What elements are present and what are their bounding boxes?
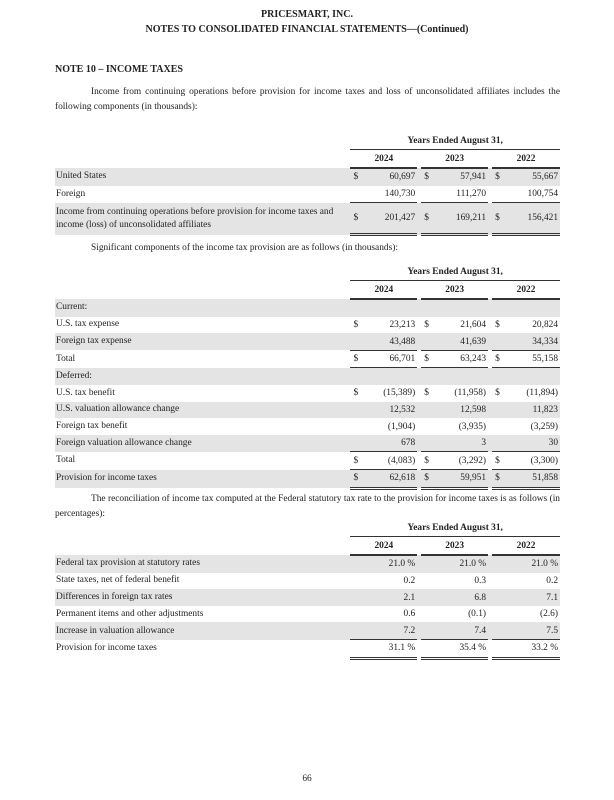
period-header: Years Ended August 31, — [350, 133, 560, 150]
table-row — [55, 299, 560, 317]
value-2022: (3,300) — [506, 452, 560, 470]
year-header-row — [55, 150, 560, 169]
value-2023: 57,941 — [435, 168, 488, 186]
row-label: Provision for income taxes — [56, 643, 157, 654]
table-row — [55, 385, 560, 402]
currency-symbol — [350, 435, 364, 452]
value-2024: 201,427 — [365, 203, 418, 235]
value-2024: 43,488 — [365, 333, 418, 350]
value-2024: 66,701 — [365, 350, 418, 368]
value-2023: 35.4 % — [435, 640, 488, 659]
table-row — [55, 555, 560, 573]
currency-symbol: $ — [350, 203, 364, 235]
value-2022 — [506, 368, 560, 385]
table-row — [55, 186, 560, 203]
currency-symbol — [492, 402, 506, 419]
currency-symbol — [421, 418, 435, 435]
currency-symbol — [492, 555, 506, 573]
currency-symbol — [350, 589, 364, 606]
row-label: Total — [56, 353, 76, 364]
income-components-table — [55, 133, 560, 236]
row-label: Provision for income taxes — [55, 470, 350, 489]
row-label: United States — [55, 168, 350, 186]
value-2024 — [365, 368, 418, 385]
year-header-2024: 2024 — [350, 150, 417, 169]
table-row — [55, 368, 560, 385]
row-label: Foreign tax benefit — [56, 421, 128, 432]
paragraph-text: Significant components of the income tax provision are as follows (in thousands): — [91, 243, 398, 253]
row-label: Total — [56, 455, 76, 466]
note-title: NOTE 10 – INCOME TAXES — [55, 64, 183, 75]
currency-symbol: $ — [424, 319, 429, 330]
currency-symbol — [350, 573, 364, 590]
value-2022: 30 — [506, 435, 560, 452]
period-header-row — [55, 133, 560, 150]
spacer — [55, 281, 350, 300]
value-2023 — [435, 299, 488, 317]
table-row — [55, 589, 560, 606]
currency-symbol — [492, 589, 506, 606]
currency-symbol: $ — [421, 168, 435, 186]
currency-symbol — [350, 418, 364, 435]
currency-symbol: $ — [424, 388, 429, 399]
period-header-row — [55, 520, 560, 537]
currency-symbol — [492, 573, 506, 590]
table-row — [55, 606, 560, 623]
value-2024: 2.1 — [365, 589, 418, 606]
row-label: Foreign — [56, 188, 86, 199]
table-row — [55, 418, 560, 435]
value-2024: 60,697 — [365, 168, 418, 186]
value-2024: 12,532 — [365, 402, 418, 419]
value-2023: 21,604 — [460, 319, 487, 330]
value-2022: 7.5 — [506, 622, 560, 639]
currency-symbol — [492, 333, 506, 350]
currency-symbol — [350, 640, 364, 659]
currency-symbol: $ — [350, 350, 364, 368]
value-2022: (2.6) — [540, 609, 558, 620]
table-row — [55, 435, 560, 452]
value-2023: 63,243 — [435, 350, 488, 368]
currency-symbol — [421, 186, 435, 203]
table-row — [55, 573, 560, 590]
value-2023: 3 — [435, 435, 488, 452]
currency-symbol: $ — [421, 203, 435, 235]
value-2022: 7.1 — [506, 589, 560, 606]
row-label: Foreign valuation allowance change — [55, 435, 350, 452]
value-2024: (4,083) — [365, 452, 418, 470]
page-number: 66 — [302, 774, 312, 784]
value-2024: 21.0 % — [365, 555, 418, 573]
table-row — [55, 622, 560, 639]
value-2022: 51,858 — [506, 470, 560, 489]
currency-symbol — [350, 606, 364, 623]
value-2022: 21.0 % — [506, 555, 560, 573]
currency-symbol — [350, 402, 364, 419]
year-header-2022: 2022 — [492, 281, 560, 300]
year-header-2024: 2024 — [350, 281, 417, 300]
page-subtitle: NOTES TO CONSOLIDATED FINANCIAL STATEMENTS—(Continued) — [145, 24, 469, 35]
value-2022: 55,667 — [506, 168, 560, 186]
currency-symbol — [421, 402, 435, 419]
currency-symbol — [421, 573, 435, 590]
value-2022: 156,421 — [506, 203, 560, 235]
currency-symbol — [421, 368, 435, 385]
year-header-2024: 2024 — [350, 537, 417, 556]
year-header-2023: 2023 — [421, 150, 488, 169]
currency-symbol: $ — [492, 168, 506, 186]
value-2022: 0.2 — [546, 575, 558, 586]
currency-symbol — [421, 606, 435, 623]
currency-symbol — [350, 555, 364, 573]
currency-symbol: $ — [421, 350, 435, 368]
row-label: U.S. tax benefit — [56, 387, 115, 398]
currency-symbol — [421, 589, 435, 606]
value-2024: 7.2 — [365, 622, 418, 639]
tax-rate-reconciliation-table — [55, 520, 560, 660]
value-2023 — [435, 368, 488, 385]
row-label: Current: — [55, 299, 350, 317]
spacer — [55, 520, 350, 537]
period-header: Years Ended August 31, — [350, 264, 560, 281]
table-row — [55, 350, 560, 368]
row-label: U.S. tax expense — [56, 319, 120, 330]
currency-symbol: $ — [353, 319, 359, 330]
value-2022 — [506, 299, 560, 317]
value-2022: 20,824 — [532, 319, 558, 330]
value-2023: 169,211 — [435, 203, 488, 235]
value-2024: 23,213 — [389, 319, 416, 330]
currency-symbol: $ — [421, 470, 435, 489]
value-2022: 55,158 — [506, 350, 560, 368]
currency-symbol: $ — [492, 350, 506, 368]
paragraph-text: Income from continuing operations before provision for income taxes and loss of unconsolidated affiliates includes the following components (in thousands): — [55, 87, 560, 112]
currency-symbol: $ — [350, 452, 364, 470]
currency-symbol — [492, 418, 506, 435]
year-header-row — [55, 537, 560, 556]
currency-symbol — [421, 299, 435, 317]
value-2023: 21.0 % — [435, 555, 488, 573]
year-header-2022: 2022 — [492, 150, 560, 169]
currency-symbol — [350, 333, 364, 350]
row-label: Foreign tax expense — [55, 333, 350, 350]
paragraph-provision-components — [55, 241, 560, 256]
value-2024: 140,730 — [384, 188, 416, 199]
currency-symbol: $ — [492, 203, 506, 235]
table-row — [55, 470, 560, 489]
currency-symbol — [492, 368, 506, 385]
row-label: Federal tax provision at statutory rates — [55, 555, 350, 573]
value-2024 — [365, 299, 418, 317]
table-row — [55, 452, 560, 470]
currency-symbol — [421, 555, 435, 573]
value-2024: 62,618 — [365, 470, 418, 489]
row-label: U.S. valuation allowance change — [55, 402, 350, 419]
currency-symbol: $ — [353, 388, 359, 399]
value-2023: 41,639 — [435, 333, 488, 350]
value-2023: 7.4 — [435, 622, 488, 639]
value-2023: (3,292) — [435, 452, 488, 470]
value-2024: 0.2 — [403, 575, 416, 586]
paragraph-text: The reconciliation of income tax computed at the Federal statutory tax rate to the provision for income taxes is as follows (in percentages): — [55, 494, 560, 519]
year-header-2023: 2023 — [421, 537, 488, 556]
currency-symbol: $ — [350, 470, 364, 489]
row-label: Differences in foreign tax rates — [55, 589, 350, 606]
currency-symbol — [492, 606, 506, 623]
income-tax-provision-table — [55, 264, 560, 490]
value-2022: 100,754 — [527, 188, 558, 199]
currency-symbol — [421, 333, 435, 350]
spacer — [55, 537, 350, 556]
table-row — [55, 333, 560, 350]
value-2023: 6.8 — [435, 589, 488, 606]
value-2023: 59,951 — [435, 470, 488, 489]
row-label: Deferred: — [55, 368, 350, 385]
value-2023: 12,598 — [435, 402, 488, 419]
row-label: Income from continuing operations before provision for income taxes and income (loss) of unconsolidated affiliates — [55, 203, 350, 235]
company-name: PRICESMART, INC. — [261, 9, 353, 20]
currency-symbol — [421, 622, 435, 639]
currency-symbol — [492, 622, 506, 639]
value-2024: 678 — [365, 435, 418, 452]
currency-symbol — [350, 622, 364, 639]
currency-symbol: $ — [421, 452, 435, 470]
value-2023: 111,270 — [456, 188, 487, 199]
currency-symbol — [421, 640, 435, 659]
value-2023: 0.3 — [474, 575, 487, 586]
table-row — [55, 640, 560, 659]
currency-symbol: $ — [495, 388, 500, 399]
table-row — [55, 317, 560, 334]
value-2023: (3,935) — [458, 421, 487, 432]
row-label: State taxes, net of federal benefit — [56, 575, 180, 586]
row-label: Increase in valuation allowance — [55, 622, 350, 639]
period-header: Years Ended August 31, — [350, 520, 560, 537]
currency-symbol: $ — [350, 168, 364, 186]
value-2023: (11,958) — [454, 388, 487, 399]
currency-symbol — [421, 435, 435, 452]
spacer — [55, 133, 350, 150]
currency-symbol — [350, 186, 364, 203]
paragraph-income-components — [55, 85, 560, 115]
currency-symbol — [492, 299, 506, 317]
period-header-row — [55, 264, 560, 281]
row-label: Permanent items and other adjustments — [56, 608, 204, 619]
value-2022: (3,259) — [530, 421, 558, 432]
value-2022: 11,823 — [506, 402, 560, 419]
currency-symbol — [492, 640, 506, 659]
value-2023: (0.1) — [468, 609, 487, 620]
value-2024: 0.6 — [403, 609, 416, 620]
currency-symbol: $ — [492, 452, 506, 470]
value-2024: 31.1 % — [365, 640, 418, 659]
paragraph-reconciliation — [55, 492, 560, 522]
value-2022: (11,894) — [526, 388, 558, 399]
currency-symbol: $ — [492, 470, 506, 489]
currency-symbol — [350, 299, 364, 317]
value-2022: 34,334 — [506, 333, 560, 350]
value-2022: 33.2 % — [506, 640, 560, 659]
year-header-2022: 2022 — [492, 537, 560, 556]
year-header-2023: 2023 — [421, 281, 488, 300]
currency-symbol — [492, 435, 506, 452]
value-2024: (15,389) — [383, 388, 416, 399]
currency-symbol — [350, 368, 364, 385]
spacer — [55, 264, 350, 281]
year-header-row — [55, 281, 560, 300]
table-row — [55, 402, 560, 419]
table-row — [55, 203, 560, 235]
currency-symbol: $ — [495, 319, 500, 330]
table-row — [55, 168, 560, 186]
value-2024: (1,904) — [387, 421, 416, 432]
spacer — [55, 150, 350, 169]
currency-symbol — [492, 186, 506, 203]
